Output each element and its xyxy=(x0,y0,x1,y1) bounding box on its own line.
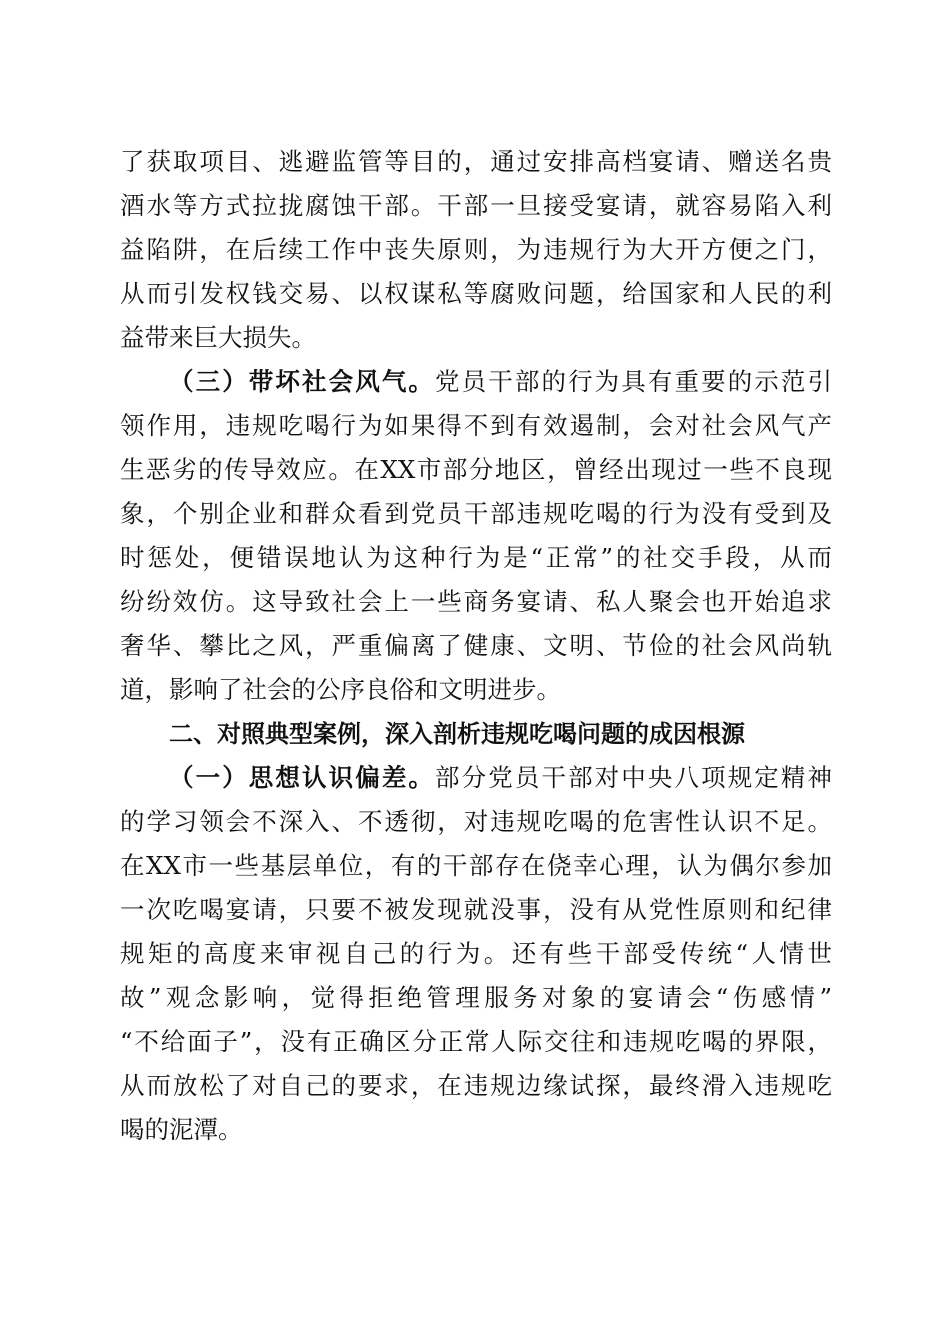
paragraph-2-line-6: 纷纷效仿。这导致社会上一些商务宴请、私人聚会也开始追求 xyxy=(120,587,832,616)
paragraph-3-line-7: “不给面子”，没有正确区分正常人际交往和违规吃喝的界限， xyxy=(120,1027,832,1056)
paragraph-3-line-4: 一次吃喝宴请，只要不被发现就没事，没有从党性原则和纪律 xyxy=(120,895,832,924)
paragraph-1-line-1: 了获取项目、逃避监管等目的，通过安排高档宴请、赠送名贵 xyxy=(120,147,832,176)
document-body xyxy=(120,140,832,1152)
paragraph-2-line-8: 道，影响了社会的公序良俗和文明进步。 xyxy=(120,675,561,704)
paragraph-1-line-5: 益带来巨大损失。 xyxy=(120,323,316,352)
paragraph-3-line-1 xyxy=(120,756,832,800)
paragraph-2-line-1 xyxy=(120,360,832,404)
paragraph-3-line-6: 故”观念影响，觉得拒绝管理服务对象的宴请会“伤感情” xyxy=(120,983,832,1012)
paragraph-2-line-5: 时惩处，便错误地认为这种行为是“正常”的社交手段，从而 xyxy=(120,543,832,572)
paragraph-3-line-3: 在XX市一些基层单位，有的干部存在侥幸心理，认为偶尔参加 xyxy=(120,851,832,880)
paragraph-2-line-1-rest: 党员干部的行为具有重要的示范引 xyxy=(435,367,833,396)
paragraph-3-lead: （一）思想认识偏差。 xyxy=(169,763,436,792)
paragraph-2-line-3: 生恶劣的传导效应。在XX市部分地区，曾经出现过一些不良现 xyxy=(120,455,832,484)
paragraph-2 xyxy=(120,360,832,712)
paragraph-3-line-5: 规矩的高度来审视自己的行为。还有些干部受传统“人情世 xyxy=(120,939,832,968)
paragraph-3-line-1-rest: 部分党员干部对中央八项规定精神 xyxy=(435,763,833,792)
paragraph-2-lead: （三）带坏社会风气。 xyxy=(169,367,436,396)
paragraph-3-line-8: 从而放松了对自己的要求，在违规边缘试探，最终滑入违规吃 xyxy=(120,1071,832,1100)
paragraph-1-line-3: 益陷阱，在后续工作中丧失原则，为违规行为大开方便之门， xyxy=(120,235,832,264)
paragraph-1 xyxy=(120,140,832,360)
paragraph-2-line-2: 领作用，违规吃喝行为如果得不到有效遏制，会对社会风气产 xyxy=(120,411,832,440)
paragraph-3-line-9: 喝的泥潭。 xyxy=(120,1115,243,1144)
paragraph-1-line-2: 酒水等方式拉拢腐蚀干部。干部一旦接受宴请，就容易陷入利 xyxy=(120,191,832,220)
paragraph-3 xyxy=(120,756,832,1152)
paragraph-2-line-4: 象，个别企业和群众看到党员干部违规吃喝的行为没有受到及 xyxy=(120,499,832,528)
paragraph-3-line-2: 的学习领会不深入、不透彻，对违规吃喝的危害性认识不足。 xyxy=(120,807,832,836)
paragraph-1-line-4: 从而引发权钱交易、以权谋私等腐败问题，给国家和人民的利 xyxy=(120,279,832,308)
paragraph-2-line-7: 奢华、攀比之风，严重偏离了健康、文明、节俭的社会风尚轨 xyxy=(120,631,832,660)
section-heading: 二、对照典型案例，深入剖析违规吃喝问题的成因根源 xyxy=(169,720,745,748)
